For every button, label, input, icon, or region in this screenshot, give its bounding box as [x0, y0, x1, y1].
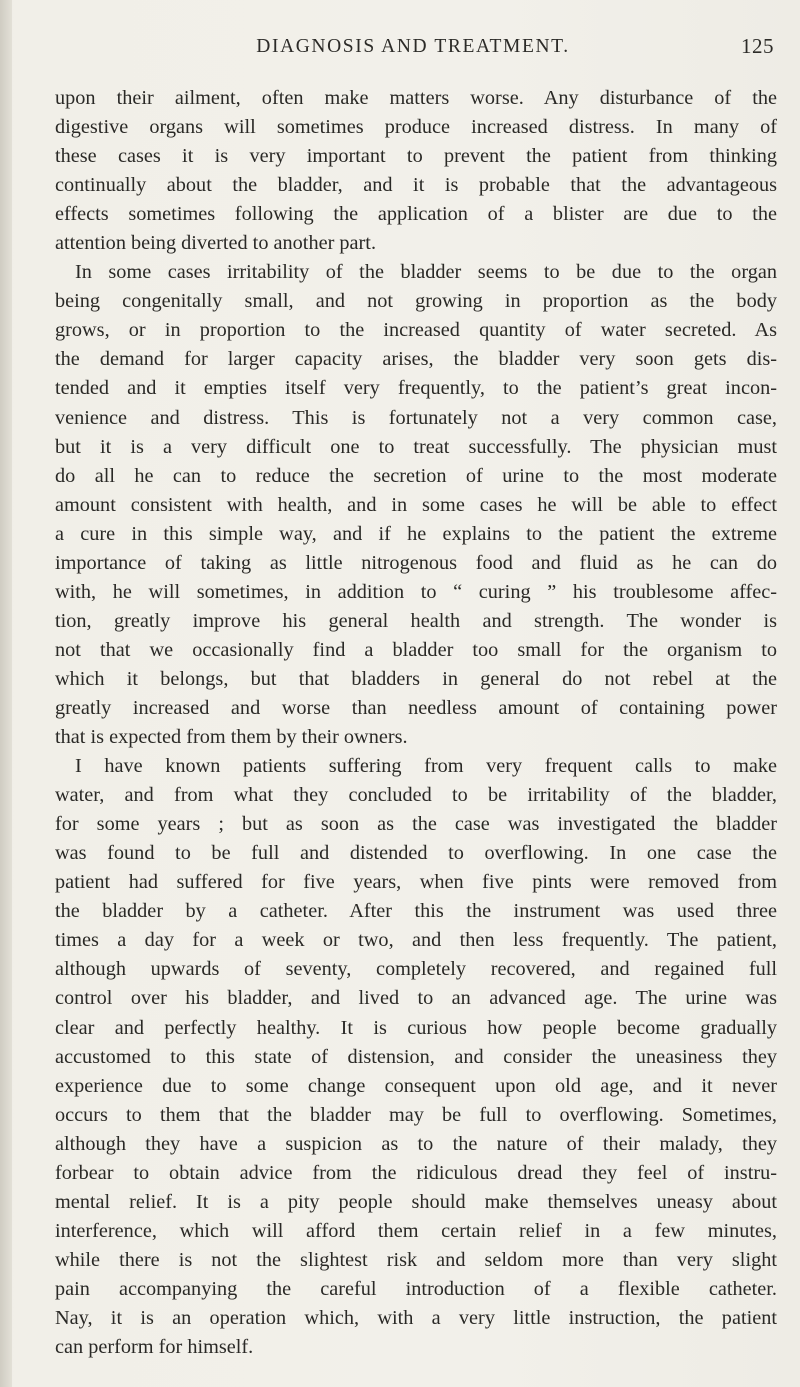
- text-line: venience and distress. This is fortunately not a very common case,: [55, 406, 777, 429]
- text-line: Nay, it is an operation which, with a very little instruction, the patient: [55, 1306, 777, 1329]
- text-line: pain accompanying the careful introduction of a flexible catheter.: [55, 1277, 777, 1300]
- running-head: DIAGNOSIS AND TREATMENT.: [256, 36, 570, 57]
- text-line: tended and it empties itself very frequently, to the patient’s great incon-: [55, 377, 777, 400]
- text-line: I have known patients suffering from very frequent calls to make: [75, 755, 777, 778]
- text-line: effects sometimes following the application of a blister are due to the: [55, 203, 777, 226]
- text-line: patient had suffered for five years, when five pints were removed from: [55, 871, 777, 894]
- text-line: with, he will sometimes, in addition to “ curing ” his troublesome affec-: [55, 580, 777, 603]
- text-line: while there is not the slightest risk and seldom more than very slight: [55, 1248, 777, 1271]
- text-line: experience due to some change consequent upon old age, and it never: [55, 1074, 777, 1097]
- text-line: grows, or in proportion to the increased quantity of water secreted. As: [55, 319, 777, 342]
- text-line: greatly increased and worse than needless amount of containing power: [55, 696, 777, 719]
- text-line: occurs to them that the bladder may be full to overflowing. Sometimes,: [55, 1103, 777, 1126]
- text-line: that is expected from them by their owners.: [55, 726, 408, 749]
- text-line: can perform for himself.: [55, 1336, 254, 1359]
- text-line: tion, greatly improve his general health and strength. The wonder is: [55, 609, 777, 632]
- text-line: attention being diverted to another part.: [55, 232, 377, 255]
- text-line: water, and from what they concluded to be irritability of the bladder,: [55, 784, 777, 807]
- text-line: although they have a suspicion as to the nature of their malady, they: [55, 1132, 777, 1155]
- text-line: clear and perfectly healthy. It is curious how people become gradually: [55, 1016, 777, 1039]
- page-gutter: [0, 0, 12, 1387]
- page-number: 125: [741, 34, 774, 58]
- text-line: control over his bladder, and lived to an advanced age. The urine was: [55, 987, 777, 1010]
- text-line: do all he can to reduce the secretion of urine to the most moderate: [55, 464, 777, 487]
- text-line: not that we occasionally find a bladder too small for the organism to: [55, 638, 777, 661]
- text-line: In some cases irritability of the bladder seems to be due to the organ: [75, 261, 777, 284]
- text-line: accustomed to this state of distension, and consider the uneasiness they: [55, 1045, 777, 1068]
- text-line: times a day for a week or two, and then less frequently. The patient,: [55, 929, 777, 952]
- text-line: although upwards of seventy, completely recovered, and regained full: [55, 958, 777, 981]
- text-line: amount consistent with health, and in some cases he will be able to effect: [55, 493, 777, 516]
- text-line: interference, which will afford them certain relief in a few minutes,: [55, 1219, 777, 1242]
- text-line: continually about the bladder, and it is probable that the advantageous: [55, 174, 777, 197]
- text-line: digestive organs will sometimes produce increased distress. In many of: [55, 116, 777, 139]
- text-line: mental relief. It is a pity people should make themselves uneasy about: [55, 1190, 777, 1213]
- text-line: these cases it is very important to prevent the patient from thinking: [55, 145, 777, 168]
- text-line: which it belongs, but that bladders in general do not rebel at the: [55, 667, 777, 690]
- text-line: but it is a very difficult one to treat successfully. The physician must: [55, 435, 777, 458]
- page-header: [52, 36, 774, 70]
- text-line: a cure in this simple way, and if he explains to the patient the extreme: [55, 522, 777, 545]
- text-line: the demand for larger capacity arises, the bladder very soon gets dis-: [55, 348, 777, 371]
- text-line: for some years ; but as soon as the case was investigated the bladder: [55, 813, 777, 836]
- text-line: upon their ailment, often make matters worse. Any disturbance of the: [55, 87, 777, 109]
- text-line: forbear to obtain advice from the ridiculous dread they feel of instru-: [55, 1161, 777, 1184]
- text-line: the bladder by a catheter. After this the instrument was used three: [55, 900, 777, 923]
- text-line: being congenitally small, and not growing in proportion as the body: [55, 290, 777, 313]
- body-text: [55, 84, 777, 1362]
- text-line: was found to be full and distended to overflowing. In one case the: [55, 842, 777, 865]
- text-line: importance of taking as little nitrogenous food and fluid as he can do: [55, 551, 777, 574]
